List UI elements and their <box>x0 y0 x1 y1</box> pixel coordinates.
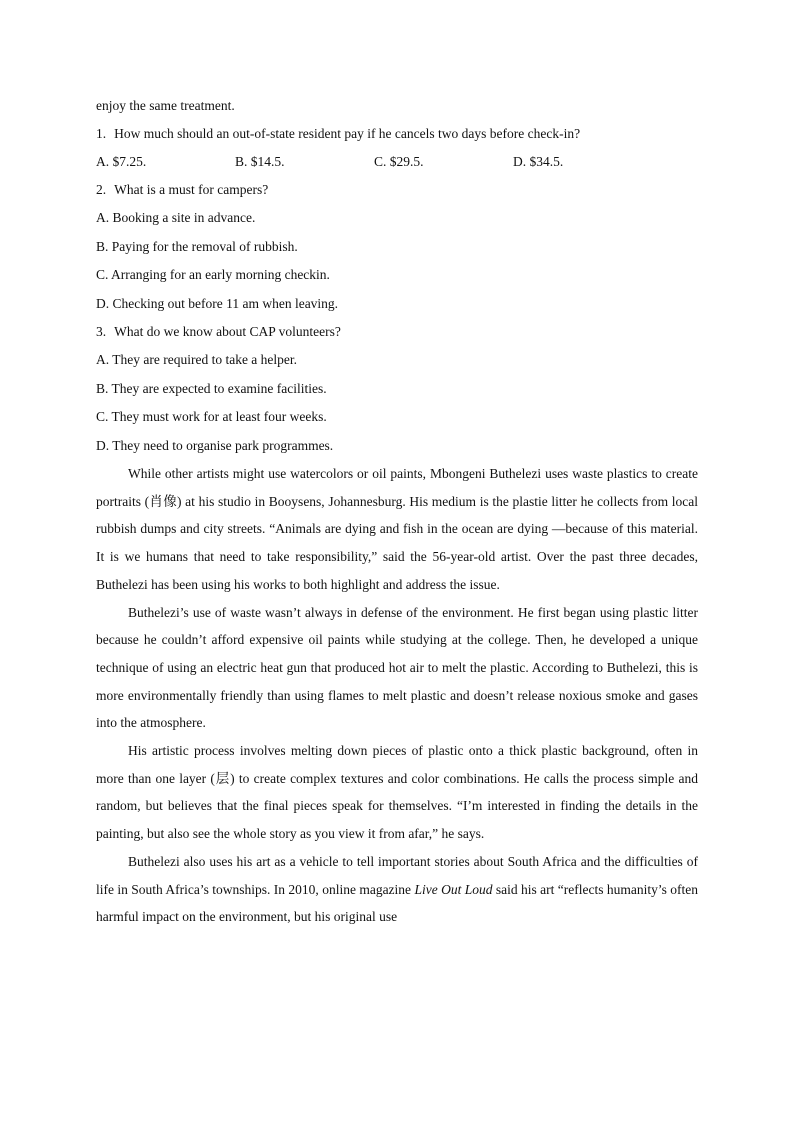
option-c: C. Arranging for an early morning checkin. <box>96 267 330 282</box>
paragraph-text: said his art “reflects humanity’s often harmful impact on the environment, but his original use <box>96 881 698 925</box>
passage-paragraph-2: Buthelezi’s use of waste wasn’t always in defense of the environment. He first began using plastic litter because he couldn’t afford expensive oil paints while studying at the college. Then, he developed a unique technique of using an electric heat gun that produced hot air to melt the plastic. According to Buthelezi, this is more environmentally friendly than using flames to melt plastic and doesn’t release noxious smoke and gases into the atmosphere. <box>96 604 698 731</box>
magazine-title: Live Out Loud <box>414 881 493 897</box>
question-number: 1. <box>96 126 107 141</box>
option-d: D. Checking out before 11 am when leaving. <box>96 295 339 311</box>
question-3 <box>96 318 698 346</box>
paragraph-text: Buthelezi also uses his art as a vehicle to tell important stories about South Africa and the difficulties of life in South Africa’s townships. In 2010, online magazine <box>96 853 698 897</box>
passage-paragraph-3: His artistic process involves melting down pieces of plastic onto a thick plastic background, often in more than one layer (层) to create complex textures and color combinations. He calls the process simple and random, but believes that the final pieces speak for themselves. “I’m interested in finding the details in the painting, but also see the whole story as you view it from afar,” he says. <box>96 743 698 842</box>
option-a: A. Booking a site in advance. <box>96 210 256 225</box>
option-d: D. They need to organise park programmes. <box>96 437 334 453</box>
question-1-options <box>96 148 698 176</box>
question-2 <box>96 176 698 204</box>
question-text: How much should an out-of-state resident pay if he cancels two days before check-in? <box>114 126 581 141</box>
option-a: A. $7.25. <box>96 154 147 169</box>
passage-paragraph-4 <box>96 848 698 931</box>
question-number: 3. <box>96 324 107 339</box>
question-1 <box>96 120 698 148</box>
question-number: 2. <box>96 182 107 197</box>
intro-tail: enjoy the same treatment. <box>96 98 235 113</box>
document-page <box>96 92 698 931</box>
passage-paragraph-1: While other artists might use watercolors or oil paints, Mbongeni Buthelezi uses waste plastics to create portraits (肖像) at his studio in Booysens, Johannesburg. His medium is the plastie litter he collects from local rubbish dumps and city streets. “Animals are dying and fish in the ocean are dying —because of this material. It is we humans that need to take responsibility,” said the 56-year-old artist. Over the past three decades, Buthelezi has been using his works to both highlight and address the issue. <box>96 466 698 592</box>
option-b: B. Paying for the removal of rubbish. <box>96 238 298 254</box>
option-c: C. They must work for at least four weeks. <box>96 409 327 424</box>
question-text: What do we know about CAP volunteers? <box>114 324 341 339</box>
question-text: What is a must for campers? <box>114 182 269 197</box>
option-b: B. They are expected to examine facilities. <box>96 380 327 396</box>
option-a: A. They are required to take a helper. <box>96 352 298 367</box>
option-b: B. $14.5. <box>235 154 285 169</box>
option-c: C. $29.5. <box>374 154 424 169</box>
option-d: D. $34.5. <box>513 154 564 169</box>
